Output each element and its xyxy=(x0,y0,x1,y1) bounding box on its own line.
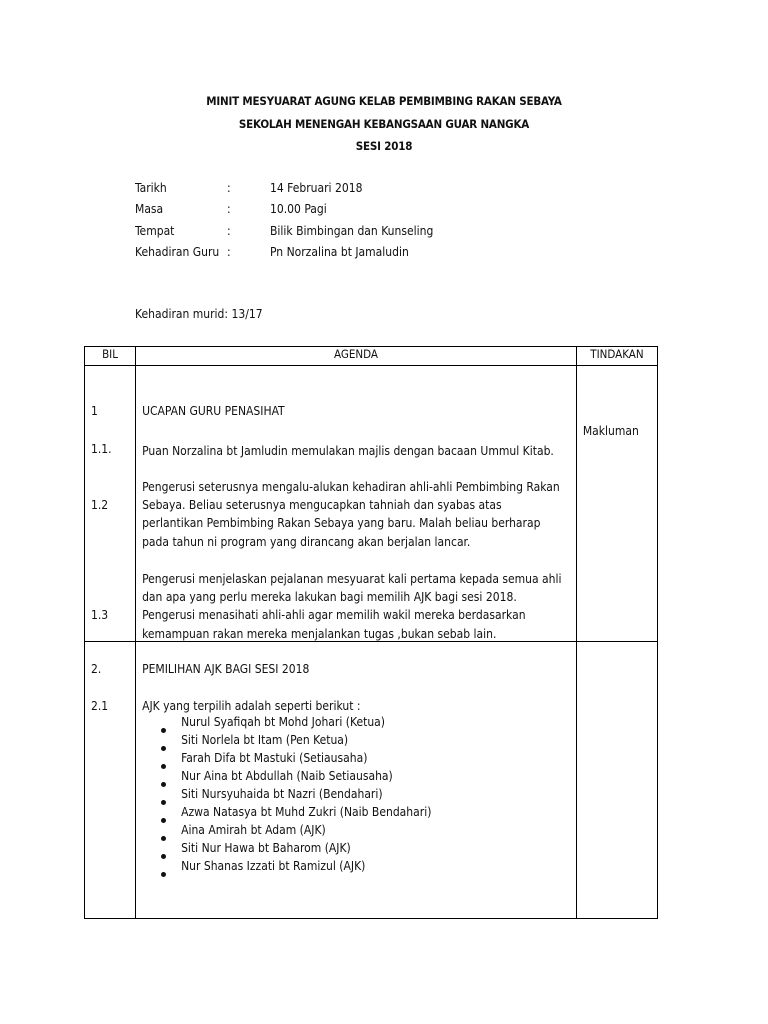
document-title: MINIT MESYUARAT AGUNG KELAB PEMBIMBING RAKAN SEBAYA xyxy=(206,94,562,108)
section-number: 2. xyxy=(91,662,102,676)
item-number: 1.1. xyxy=(91,442,112,456)
meta-label: Tarikh xyxy=(135,181,167,195)
bullet-icon xyxy=(161,794,166,808)
header-bil: BIL xyxy=(85,347,136,366)
bullet-icon xyxy=(161,848,166,862)
meta-value: Pn Norzalina bt Jamaludin xyxy=(270,245,409,259)
bullet-icon xyxy=(161,722,166,736)
table-row xyxy=(85,642,658,919)
bullet-icon xyxy=(161,758,166,772)
minutes-table xyxy=(84,346,658,919)
list-item: Farah Difa bt Mastuki (Setiausaha) xyxy=(181,751,368,765)
agenda-paragraph: Pengerusi seterusnya mengalu-alukan kehadiran ahli-ahli Pembimbing Rakan Sebaya. Beliau seterusnya mengucapkan tahniah dan syabas atas perlantikan Pembimbing Rakan Sebaya yang baru. Malah beliau berharap pada tahun ni program yang dirancang akan berjalan lancar. xyxy=(142,480,560,549)
tindakan-cell xyxy=(576,366,657,642)
meta-value: 14 Februari 2018 xyxy=(270,181,363,195)
table-row xyxy=(85,366,658,642)
meta-colon: : xyxy=(227,224,231,238)
table-header-row xyxy=(85,347,658,366)
meta-label: Tempat xyxy=(135,224,175,238)
list-item: Siti Nur Hawa bt Baharom (AJK) xyxy=(181,841,351,855)
session-label: SESI 2018 xyxy=(355,139,413,153)
bullet-icon xyxy=(161,776,166,790)
meta-label: Kehadiran Guru xyxy=(135,245,220,259)
agenda-cell xyxy=(136,642,577,919)
header-agenda: AGENDA xyxy=(136,347,577,366)
item-number: 2.1 xyxy=(91,699,109,713)
header-tindakan: TINDAKAN xyxy=(576,347,657,366)
section-number: 1 xyxy=(91,404,98,418)
list-item: Nurul Syafiqah bt Mohd Johari (Ketua) xyxy=(181,715,386,729)
student-attendance: Kehadiran murid: 13/17 xyxy=(135,307,263,321)
meta-colon: : xyxy=(227,245,231,259)
meta-value: 10.00 Pagi xyxy=(270,202,327,216)
list-item: Siti Nursyuhaida bt Nazri (Bendahari) xyxy=(181,787,383,801)
list-item: Nur Aina bt Abdullah (Naib Setiausaha) xyxy=(181,769,393,783)
list-item: Azwa Natasya bt Muhd Zukri (Naib Bendahari) xyxy=(181,805,432,819)
section-title: PEMILIHAN AJK BAGI SESI 2018 xyxy=(142,662,310,676)
meta-colon: : xyxy=(227,181,231,195)
bullet-icon xyxy=(161,812,166,826)
section-title: UCAPAN GURU PENASIHAT xyxy=(142,404,285,418)
bil-cell xyxy=(85,642,136,919)
meta-label: Masa xyxy=(135,202,164,216)
school-name: SEKOLAH MENENGAH KEBANGSAAN GUAR NANGKA xyxy=(238,117,530,131)
bil-cell xyxy=(85,366,136,642)
list-item: Siti Norlela bt Itam (Pen Ketua) xyxy=(181,733,349,747)
item-number: 1.3 xyxy=(91,608,109,622)
meta-value: Bilik Bimbingan dan Kunseling xyxy=(270,224,434,238)
bullet-icon xyxy=(161,740,166,754)
list-item: Nur Shanas Izzati bt Ramizul (AJK) xyxy=(181,859,366,873)
list-item: Aina Amirah bt Adam (AJK) xyxy=(181,823,326,837)
item-number: 1.2 xyxy=(91,498,109,512)
tindakan-cell xyxy=(576,642,657,919)
agenda-paragraph: Puan Norzalina bt Jamludin memulakan majlis dengan bacaan Ummul Kitab. xyxy=(142,444,554,458)
bullet-icon xyxy=(161,830,166,844)
agenda-paragraph: Pengerusi menjelaskan pejalanan mesyuarat kali pertama kepada semua ahli dan apa yang perlu mereka lakukan bagi memilih AJK bagi sesi 2018. Pengerusi menasihati ahli-ahli agar memilih wakil mereka berdasarkan kemampuan rakan mereka menjalankan tugas ,bukan sebab lain. xyxy=(142,572,562,641)
agenda-cell xyxy=(136,366,577,642)
meta-colon: : xyxy=(227,202,231,216)
ajk-intro: AJK yang terpilih adalah seperti berikut : xyxy=(142,699,361,713)
action-label: Makluman xyxy=(582,424,639,438)
bullet-icon xyxy=(161,866,166,880)
